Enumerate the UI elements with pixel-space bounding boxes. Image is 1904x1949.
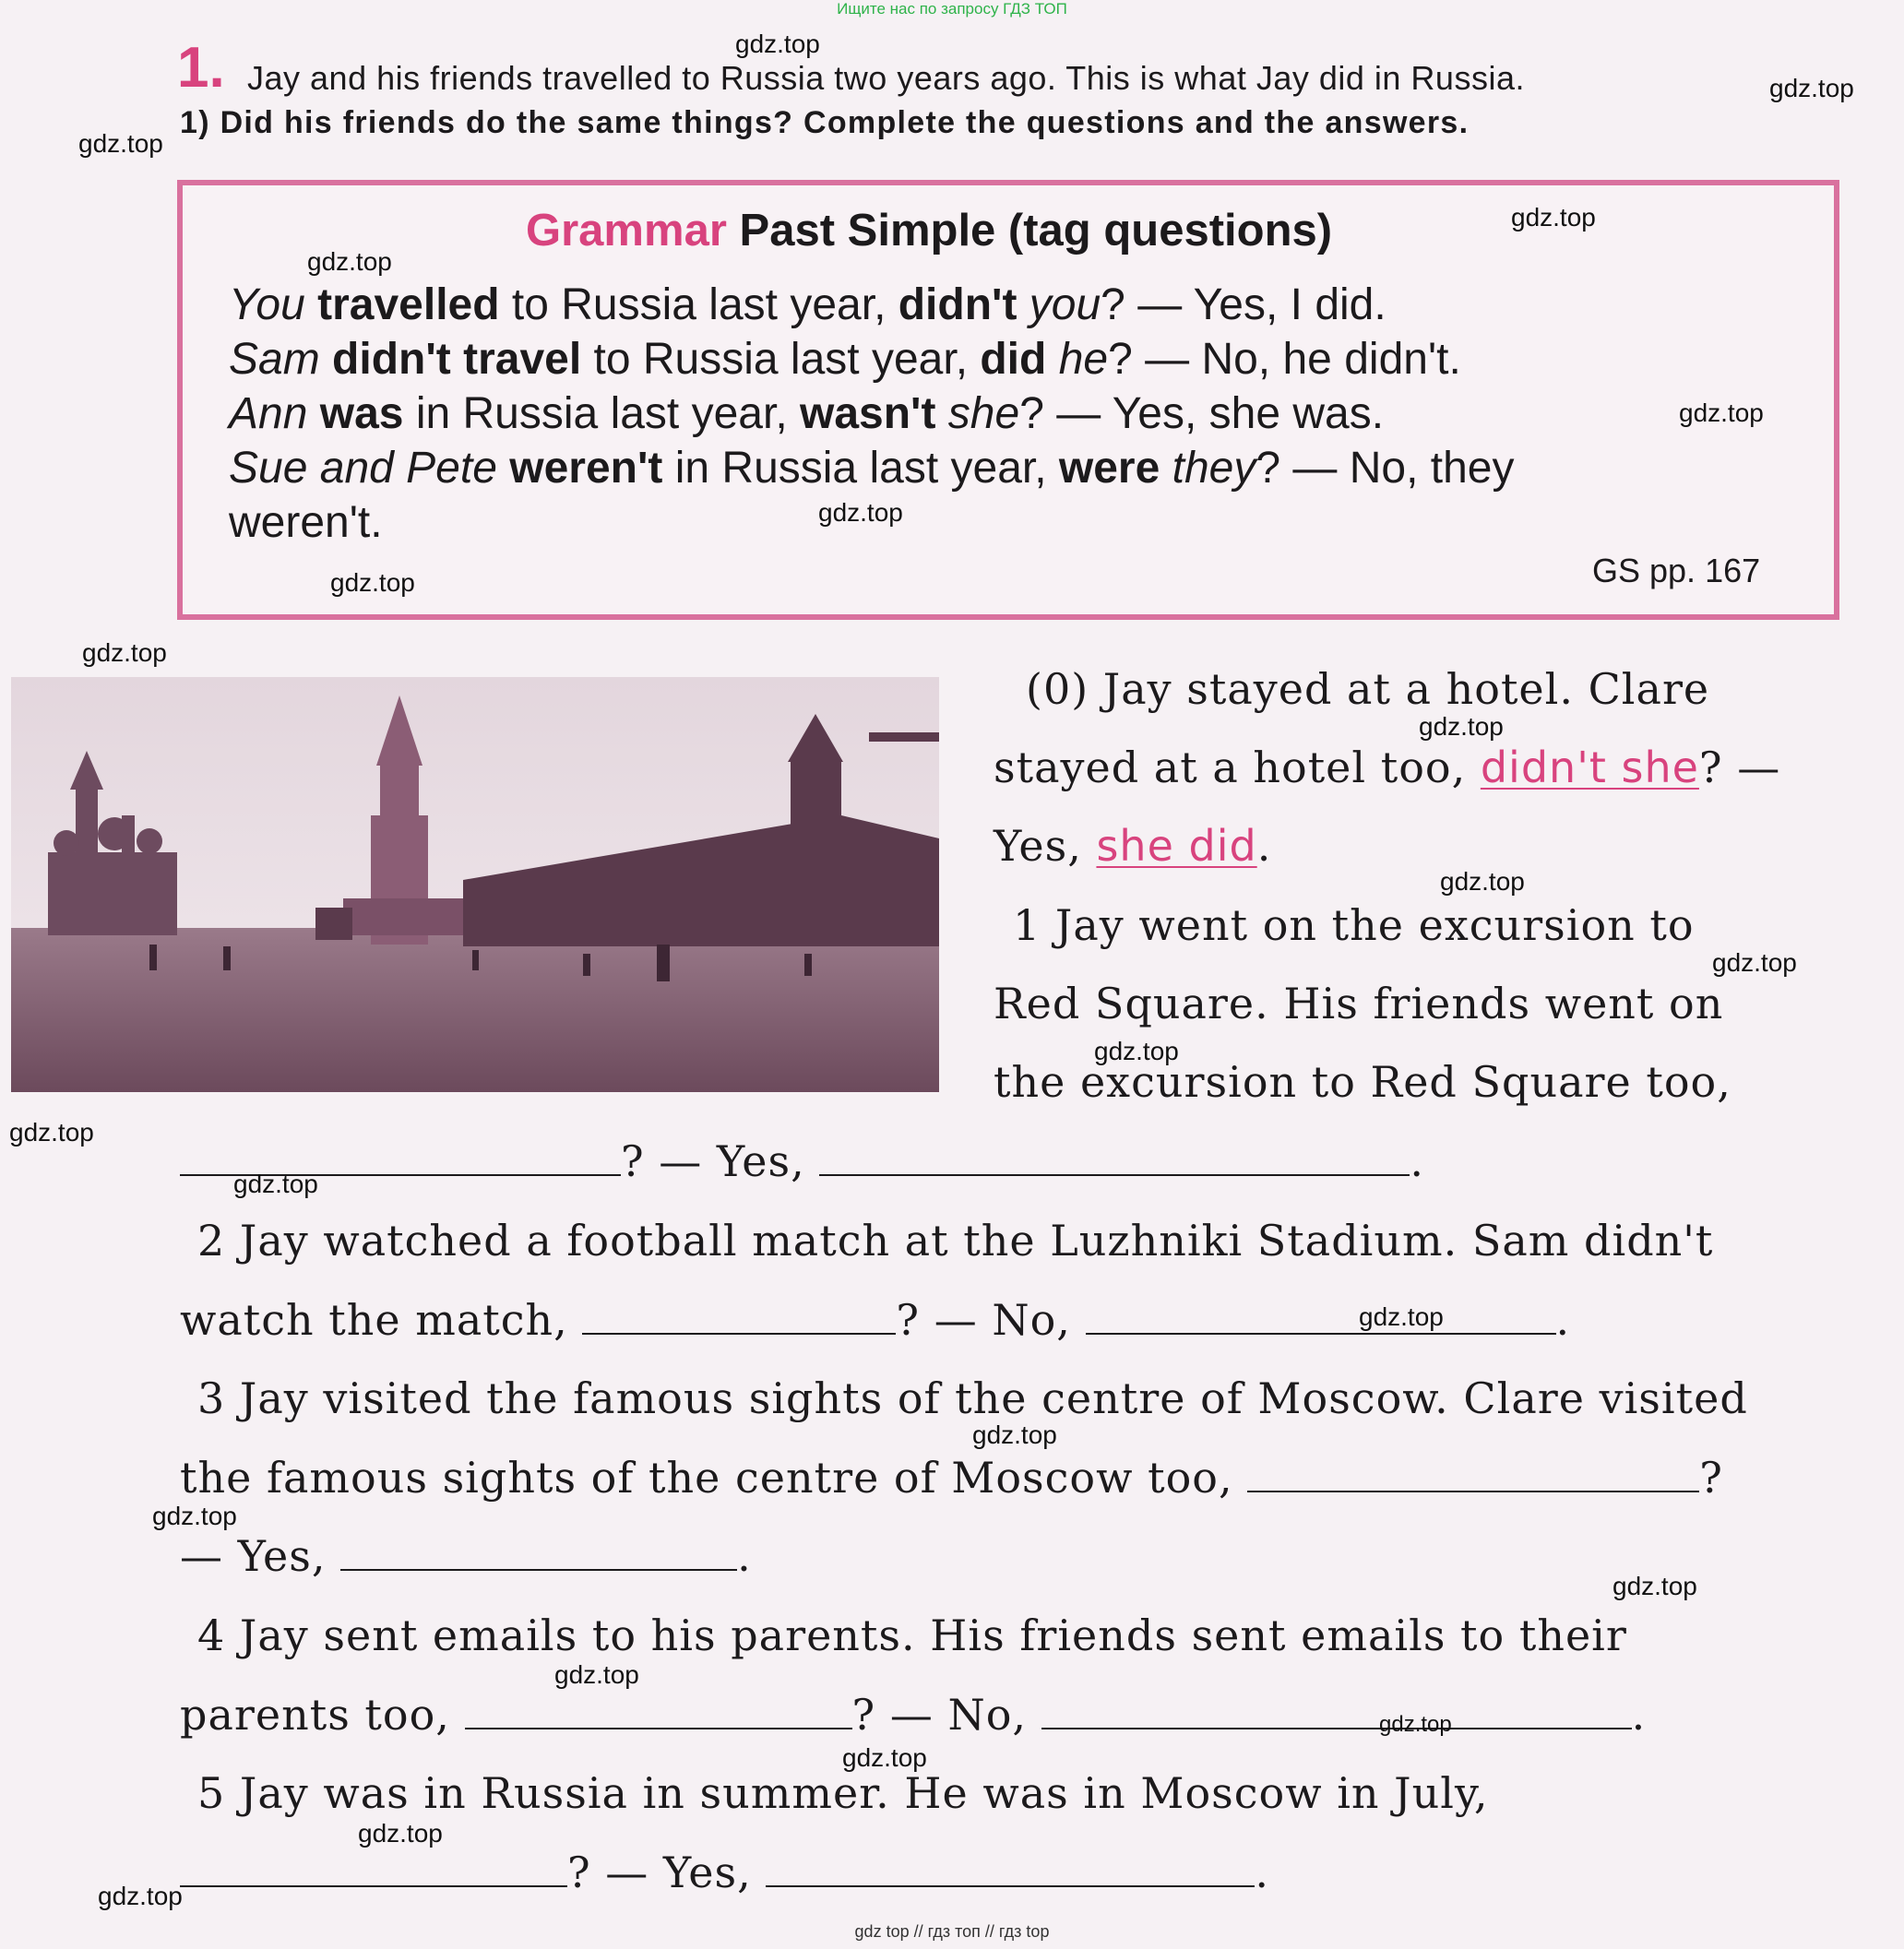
watermark: gdz.top (554, 1660, 639, 1689)
task-4-answer-blank[interactable] (1041, 1691, 1632, 1729)
grammar-example: Sue and Pete weren't in Russia last year, were they? — No, they (229, 444, 1515, 493)
grammar-example: You travelled to Russia last year, didn't you? — Yes, I did. (229, 280, 1386, 329)
watermark: gdz.top (330, 568, 415, 597)
task-1-line-1: 1 Jay went on the excursion to (1013, 900, 1695, 950)
task-0-answer: she did (1096, 821, 1257, 871)
task-5-tag-blank[interactable] (180, 1848, 567, 1887)
task-3-tag-blank[interactable] (1247, 1454, 1699, 1492)
grammar-example: Ann was in Russia last year, wasn't she? — Yes, she was. (229, 389, 1385, 438)
watermark: gdz.top (1769, 74, 1854, 102)
task-3-answer-blank[interactable] (340, 1532, 737, 1571)
task-1-answer-blank[interactable] (819, 1137, 1410, 1176)
top-banner[interactable]: Ищите нас по запросу ГДЗ ТОП (837, 0, 1067, 18)
task-1-line-2: Red Square. His friends went on (994, 979, 1724, 1028)
watermark: gdz.top (82, 638, 167, 667)
task-3-line-2: the famous sights of the centre of Moscow too, ? (180, 1453, 1723, 1503)
task-3-line-1: 3 Jay visited the famous sights of the centre of Moscow. Clare visited (197, 1373, 1748, 1423)
task-5-line-2: ? — Yes, . (180, 1848, 1269, 1897)
exercise-instruction: 1) Did his friends do the same things? Complete the questions and the answers. (180, 105, 1470, 140)
task-4-line-2: parents too, ? — No, . (180, 1690, 1647, 1740)
task-0-line-1: (0) Jay stayed at a hotel. Clare (1026, 664, 1710, 714)
task-3-line-3: — Yes, . (180, 1531, 752, 1581)
task-0-line-3: Yes, she did. (994, 821, 1272, 871)
watermark: gdz.top (78, 129, 163, 158)
watermark: gdz.top (98, 1882, 183, 1910)
grammar-topic: Past Simple (tag questions) (739, 206, 1333, 256)
footer-watermark: gdz top // гдз топ // гдз top (854, 1922, 1050, 1941)
task-2-tag-blank[interactable] (582, 1296, 896, 1335)
watermark: gdz.top (972, 1420, 1057, 1449)
watermark: gdz.top (1094, 1037, 1179, 1065)
watermark: gdz.top (818, 498, 903, 527)
watermark: gdz.top (1419, 712, 1504, 741)
grammar-reference: GS pp. 167 (1592, 552, 1761, 589)
exercise-intro: Jay and his friends travelled to Russia two years ago. This is what Jay did in Russia. (247, 59, 1525, 97)
watermark: gdz.top (1612, 1572, 1697, 1600)
watermark: gdz.top (1359, 1302, 1444, 1331)
watermark: gdz.top (1679, 398, 1764, 427)
task-2-answer-blank[interactable] (1086, 1296, 1556, 1335)
watermark: gdz.top (358, 1819, 443, 1848)
task-2-line-1: 2 Jay watched a football match at the Luzhniki Stadium. Sam didn't (197, 1216, 1714, 1266)
watermark: gdz.top (1379, 1712, 1452, 1737)
task-0-line-2: stayed at a hotel too, didn't she? — (994, 743, 1781, 792)
watermark: gdz.top (735, 30, 820, 58)
watermark: gdz.top (307, 247, 392, 276)
task-4-line-1: 4 Jay sent emails to his parents. His friends sent emails to their (197, 1610, 1627, 1660)
grammar-title (526, 205, 1332, 256)
watermark: gdz.top (1712, 948, 1797, 977)
grammar-example: Sam didn't travel to Russia last year, did he? — No, he didn't. (229, 335, 1461, 384)
task-2-line-2: watch the match, ? — No, . (180, 1295, 1571, 1345)
task-0-tag-answer: didn't she (1480, 743, 1699, 792)
watermark: gdz.top (152, 1502, 237, 1530)
task-1-line-3: the excursion to Red Square too, (994, 1057, 1731, 1107)
task-5-answer-blank[interactable] (766, 1848, 1255, 1887)
task-1-line-4: ? — Yes, . (180, 1136, 1424, 1186)
watermark: gdz.top (233, 1170, 318, 1198)
grammar-example-tail: weren't. (229, 498, 383, 547)
watermark: gdz.top (842, 1743, 927, 1772)
red-square-photo (11, 677, 939, 1092)
exercise-number: 1. (177, 36, 225, 100)
watermark: gdz.top (9, 1118, 94, 1147)
watermark: gdz.top (1511, 203, 1596, 232)
grammar-label: Grammar (526, 206, 727, 256)
watermark: gdz.top (1440, 867, 1525, 896)
task-4-tag-blank[interactable] (465, 1691, 852, 1729)
task-5-line-1: 5 Jay was in Russia in summer. He was in Moscow in July, (197, 1768, 1489, 1818)
